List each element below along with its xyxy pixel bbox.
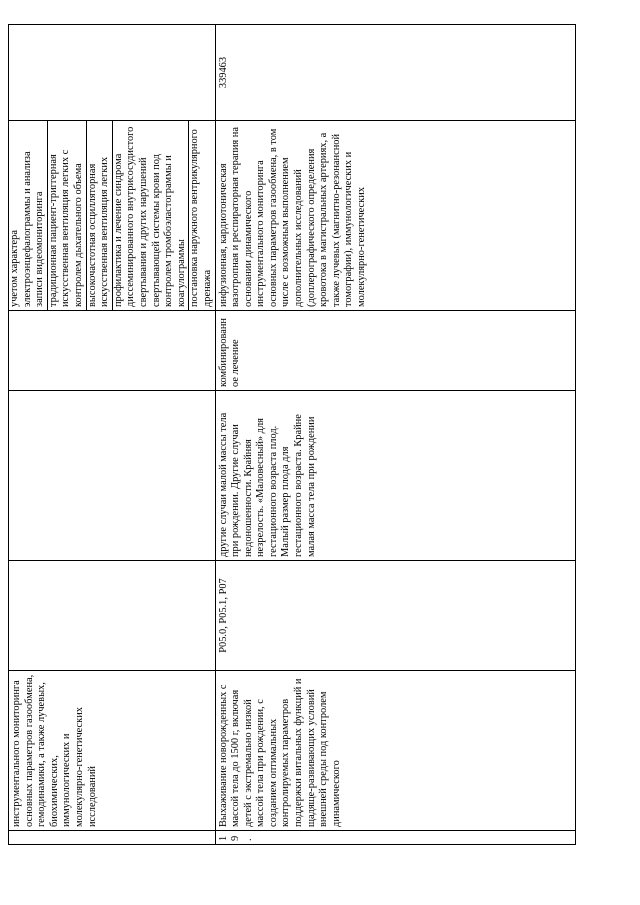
medical-care-table	[8, 24, 576, 845]
table-row	[9, 25, 216, 845]
cell-diagnosis: другие случаи малой массы тела при рождении. Другие случаи недоношенности. Крайняя незрелость. «Маловесный» для гестационного возраста плод. Малый размер плода для гестационного возраста. Крайне малая масса тела при рождении	[215, 391, 576, 561]
rotated-document-page	[8, 25, 576, 845]
cell-number: 19.	[215, 831, 576, 845]
cell-treatment-type: комбинированное лечение	[215, 311, 576, 391]
method-line: высокочастотная осцилляторная искусственная вентиляция легких	[87, 121, 113, 310]
cell-method: инфузионная, кардиотоническая вазотропная и респираторная терапия на основании динамического инструментального мониторинга основных параметров газообмена, в том числе с возможным выполнением дополнительных исследований (доплерографического определения кровотока в магистральных артериях, а также лучевых (магнитно-резонансной томографии), иммунологических и молекулярно-генетических	[215, 121, 576, 311]
cell-cost-continued	[9, 25, 216, 121]
cell-cost: 339463	[215, 25, 576, 121]
method-line: постановка наружного вентрикулярного дренажа	[189, 129, 213, 307]
cell-icd-continued	[9, 561, 216, 671]
cell-number-continued	[9, 831, 216, 845]
method-line: учетом характера электроэнцефалограммы и анализа записи видеомониторинга	[9, 121, 48, 310]
cell-care-profile-continued: инструментального мониторинга основных параметров газообмена, гемодинамики, а также лучевых, биохимических, иммунологических и молекулярно-генетических исследований	[9, 671, 216, 831]
cell-icd-codes: P05.0, P05.1, P07	[215, 561, 576, 671]
cell-method-continued	[9, 121, 216, 311]
cell-diagnosis-continued	[9, 391, 216, 561]
method-line: профилактика и лечение синдрома диссеминированного внутрисосудистого свертывания и других нарушений свертывающей системы крови под контролем тромбоэластограммы и коагулограммы	[113, 121, 190, 310]
cell-care-profile: Выхаживание новорожденных с массой тела до 1500 г, включая детей с экстремально низкой массой тела при рождении, с созданием оптимальных контролируемых параметров поддержки витальных функций и щадяще-развивающих условий внешней среды под контролем динамического	[215, 671, 576, 831]
method-line: традиционная пациент-триггерная искусственная вентиляция легких с контролем дыхательного объема	[48, 121, 87, 310]
table-row	[215, 25, 576, 845]
cell-treatment-type-continued	[9, 311, 216, 391]
